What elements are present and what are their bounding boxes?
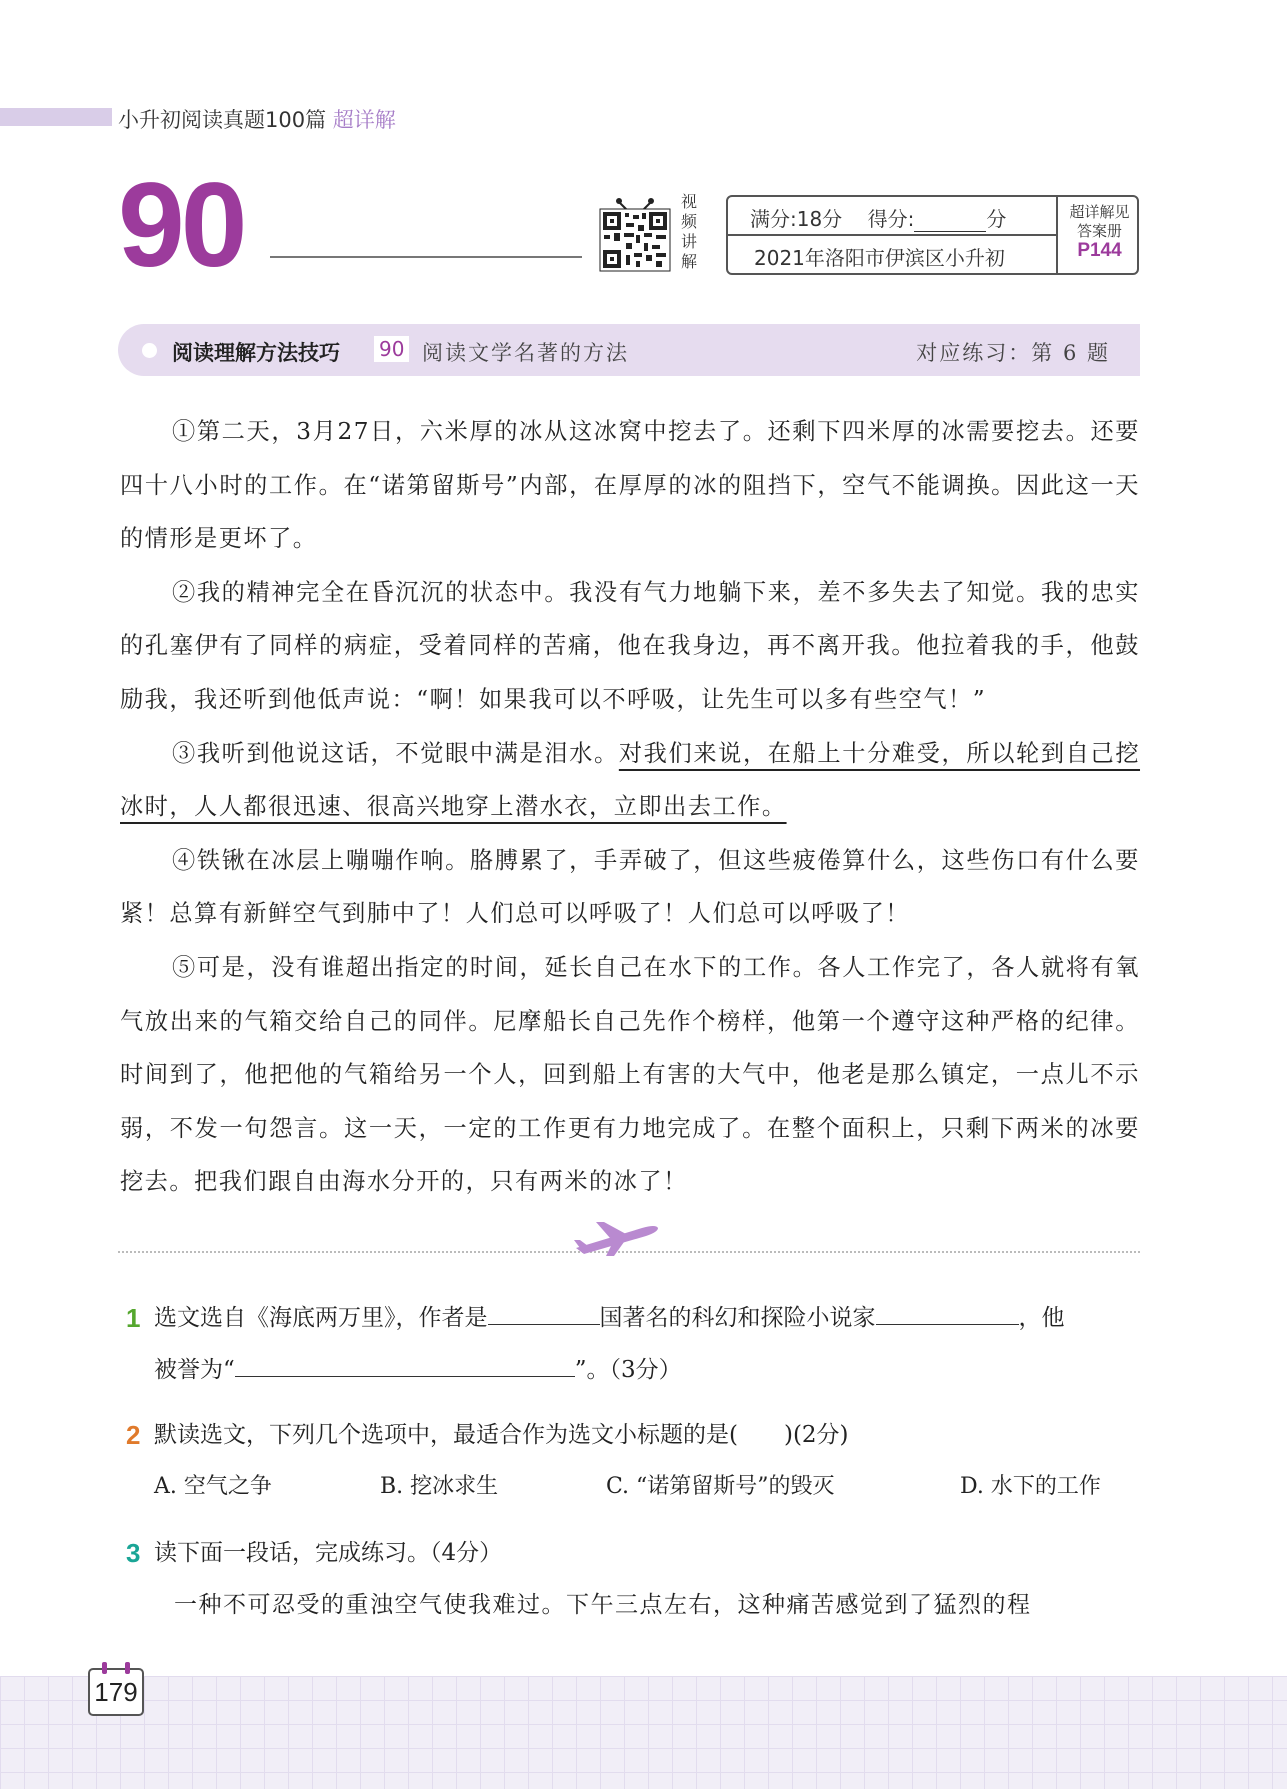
question-3-excerpt: 一种不可忍受的重浊空气使我难过。下午三点左右，这种痛苦感觉到了猛烈的程 [174, 1592, 1032, 1618]
question-1-text: 国著名的科幻和探险小说家 [599, 1305, 876, 1331]
qr-caption-char: 讲 [680, 232, 697, 251]
banner-number: 90 [374, 336, 409, 362]
underlined-sentence: 对我们来说，在船上十分难受，所以轮到自己挖冰时，人人都很迅速、很高兴地穿上潜水衣，立即出去工作。 [120, 739, 1141, 821]
passage-paragraph-2: ②我的精神完全在昏沉沉的状态中。我没有气力地躺下来，差不多失去了知觉。我的忠实的孔塞伊有了同样的病症，受着同样的苦痛，他在我身边，再不离开我。他拉着我的手，他鼓励我，我还听到他低声说：“啊！如果我可以不呼吸，让先生可以多有些空气！” [120, 578, 1140, 713]
option-b[interactable]: B. 挖冰求生 [380, 1474, 499, 1499]
answer-reference-line1: 超详解见 [1069, 203, 1130, 221]
full-score-label: 满分:18分 [750, 207, 843, 231]
book-title [118, 104, 396, 134]
score-label: 得分: [867, 207, 915, 231]
passage-paragraph-5: ⑤可是，没有谁超出指定的时间，延长自己在水下的工作。各人工作完了，各人就将有氧气放出来的气箱交给自己的同伴。尼摩船长自己先作个榜样，他第一个遵守这种严格的纪律。时间到了，他把他的气箱给另一个人，回到船上有害的大气中，他老是那么镇定，一点儿不示弱，不发一句怨言。这一天，一定的工作更有力地完成了。在整个面积上，只剩下两米的冰要挖去。把我们跟自由海水分开的，只有两米的冰了！ [120, 953, 1140, 1196]
answer-blank-country[interactable] [488, 1299, 600, 1325]
question-3 [120, 1527, 1140, 1579]
qr-caption-char: 解 [680, 252, 697, 271]
question-1-text: ”。（3分） [574, 1357, 682, 1383]
score-row [728, 197, 1058, 236]
passage-paragraph-3 [120, 727, 1140, 834]
answer-reference [1060, 197, 1139, 273]
passage-paragraph-1: ①第二天，3月27日，六米厚的冰从这冰窝中挖去了。还剩下四米厚的冰需要挖去。还要四十八小时的工作。在“诺第留斯号”内部，在厚厚的冰的阻挡下，空气不能调换。因此这一天的情形是更坏了。 [120, 418, 1140, 553]
qr-code-icon[interactable] [598, 193, 672, 273]
question-number: 3 [126, 1538, 141, 1568]
airplane-icon [572, 1218, 662, 1258]
method-banner [118, 324, 1140, 376]
banner-subtitle: 阅读文学名著的方法 [422, 341, 629, 365]
question-3-text: 读下面一段话，完成练习。（4分） [154, 1540, 503, 1566]
reading-passage [120, 405, 1140, 1209]
question-1-text: ，他 [1018, 1305, 1065, 1331]
question-2-options [120, 1461, 1140, 1513]
question-number: 1 [126, 1303, 141, 1333]
answer-blank-title[interactable] [235, 1351, 575, 1377]
banner-dot-icon [142, 343, 157, 358]
question-2 [120, 1409, 1140, 1461]
score-box [726, 195, 1139, 275]
question-1-text: 被誉为“ [154, 1357, 235, 1383]
answer-page: P144 [1077, 240, 1122, 261]
questions-section [120, 1292, 1140, 1631]
option-c[interactable]: C. “诺第留斯号”的毁灭 [606, 1474, 835, 1499]
page-number: 179 [88, 1668, 144, 1716]
qr-caption [678, 192, 700, 272]
header-accent-bar [0, 108, 112, 126]
exam-source: 2021年洛阳市伊滨区小升初 [728, 236, 1058, 275]
lesson-number: 90 [118, 158, 244, 292]
title-rule [270, 256, 582, 258]
option-d[interactable]: D. 水下的工作 [960, 1474, 1101, 1499]
option-a[interactable]: A. 空气之争 [154, 1474, 272, 1499]
book-title-accent: 超详解 [332, 108, 396, 132]
question-2-text: 默读选文，下列几个选项中，最适合作为选文小标题的是( )(2分) [154, 1422, 849, 1448]
qr-caption-char: 频 [680, 212, 697, 231]
score-blank[interactable] [914, 212, 986, 232]
answer-reference-line2: 答案册 [1076, 222, 1122, 240]
passage-paragraph-3-plain: ③我听到他说这话，不觉眼中满是泪水。 [172, 739, 619, 767]
question-number: 2 [126, 1420, 141, 1450]
banner-title: 阅读理解方法技巧 [172, 341, 340, 365]
question-1-text: 选文选自《海底两万里》，作者是 [154, 1305, 488, 1331]
book-title-main: 小升初阅读真题100篇 [118, 108, 327, 132]
answer-blank-author[interactable] [876, 1299, 1019, 1325]
question-1 [120, 1292, 1140, 1396]
qr-caption-char: 视 [680, 192, 697, 211]
score-unit: 分 [986, 207, 1007, 231]
banner-practice-ref: 对应练习：第 6 题 [916, 341, 1110, 365]
footer-grid [0, 1676, 1287, 1789]
passage-paragraph-4: ④铁锹在冰层上嘣嘣作响。胳膊累了，手弄破了，但这些疲倦算什么，这些伤口有什么要紧！总算有新鲜空气到肺中了！人们总可以呼吸了！人们总可以呼吸了！ [120, 846, 1140, 928]
